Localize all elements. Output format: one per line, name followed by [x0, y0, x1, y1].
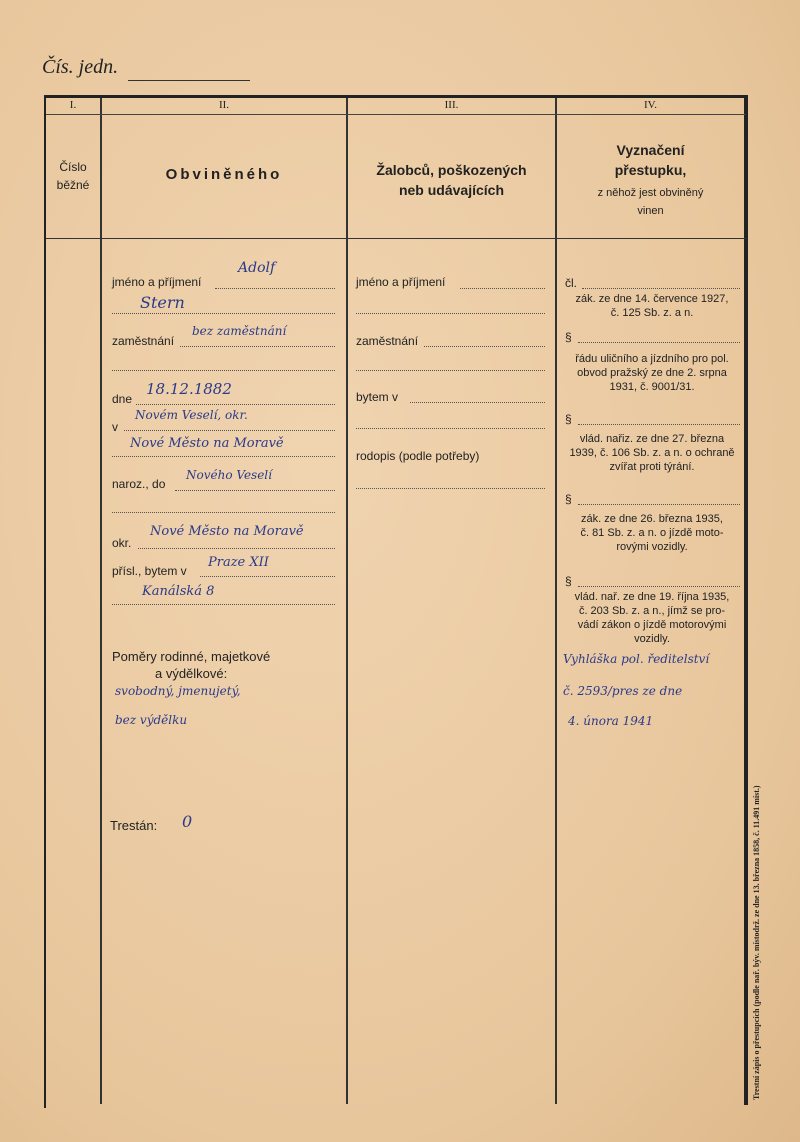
offense-hand-1: Vyhláška pol. ředitelství	[563, 652, 710, 666]
offense-cl-label: čl.	[565, 276, 577, 290]
accused-name-label: jméno a příjmení	[112, 275, 202, 289]
cis-jedn-label: Čís. jedn.	[42, 56, 119, 78]
offense-law-1	[562, 292, 742, 320]
offense-sect-3: §	[565, 412, 572, 426]
column-divider-2	[346, 98, 348, 1104]
offense-law-4	[562, 512, 742, 554]
offense-law-2-line-2: obvod pražský ze dne 2. srpna	[577, 367, 727, 379]
col3-header	[348, 160, 555, 200]
complainant-employment-dots	[424, 346, 545, 347]
roman-1: I.	[69, 99, 77, 111]
roman-2: II.	[218, 99, 230, 111]
accused-domicile-dots	[175, 490, 335, 491]
accused-birth-place-2: Nové Město na Moravě	[130, 436, 284, 451]
offense-sect-3-dots	[578, 424, 740, 425]
complainant-biography-label: rodopis (podle potřeby)	[356, 449, 480, 463]
accused-residence-label: přísl., bytem v	[112, 564, 187, 578]
side-print-note: Trestní zápis o přestupcích (podle nař. býv. místodrž. ze dne 13. března 1858, č. 11.491 míst.)	[752, 785, 761, 1100]
accused-name-dots	[215, 288, 335, 289]
offense-law-5-line-2: č. 203 Sb. z. a n., jímž se pro-	[578, 605, 726, 617]
accused-punished-label: Trestán:	[110, 818, 158, 833]
col3-title-2: neb udávajících	[398, 182, 505, 198]
column-divider-1	[100, 98, 102, 1104]
accused-place-dots-2	[112, 456, 335, 457]
roman-3: III.	[444, 99, 459, 111]
offense-sect-2: §	[565, 330, 572, 344]
complainant-name-dots	[460, 288, 545, 289]
accused-district-label: okr.	[112, 536, 132, 550]
complainant-name-label: jméno a příjmení	[356, 275, 446, 289]
col1-title-1: Číslo	[59, 160, 87, 174]
accused-in-label: v	[112, 420, 118, 434]
offense-law-1-line-2: č. 125 Sb. z. a n.	[610, 307, 694, 319]
offense-law-3-line-2: 1939, č. 106 Sb. z. a n. o ochraně	[569, 447, 735, 459]
offense-law-4-line-1: zák. ze dne 26. března 1935,	[581, 513, 723, 525]
accused-family-label-2: a výdělkové:	[154, 666, 228, 681]
col2-title: Obviněného	[165, 166, 283, 183]
accused-last-name: Stern	[140, 293, 185, 312]
offense-law-3-line-3: zvířat proti týrání.	[609, 461, 695, 473]
offense-hand-3: 4. února 1941	[568, 714, 654, 728]
roman-row-line	[46, 114, 746, 115]
offense-law-4-line-2: č. 81 Sb. z. a n. o jízdě moto-	[580, 527, 724, 539]
accused-street: Kanálská 8	[142, 584, 215, 599]
header-row-line	[46, 238, 746, 239]
accused-first-name: Adolf	[238, 260, 276, 276]
accused-family-label	[112, 648, 270, 682]
offense-sect-4: §	[565, 492, 572, 506]
accused-residence-dots	[200, 576, 335, 577]
col4-header	[557, 140, 744, 220]
accused-domicile-label: naroz., do	[112, 477, 166, 491]
accused-district-dots	[138, 548, 335, 549]
accused-punished: 0	[182, 812, 193, 831]
accused-employment-dots-2	[112, 370, 335, 371]
col3-title-1: Žalobců, poškozených	[376, 162, 527, 178]
complainant-employment-dots-2	[356, 370, 545, 371]
accused-employment: bez zaměstnání	[192, 324, 287, 338]
accused-birth-date: 18.12.1882	[146, 380, 232, 398]
accused-family-2: bez výdělku	[115, 713, 188, 727]
complainant-residence-dots	[410, 402, 545, 403]
col4-sub-1: z něhož jest obviněný	[597, 187, 704, 199]
offense-hand-2: č. 2593/pres ze dne	[563, 684, 683, 698]
accused-residence-dots-2	[112, 604, 335, 605]
offense-sect-5-dots	[578, 586, 740, 587]
col4-title-2: přestupku,	[614, 162, 687, 178]
accused-employment-dots	[180, 346, 335, 347]
offense-law-2-line-3: 1931, č. 9001/31.	[609, 381, 695, 393]
accused-family-1: svobodný, jmenujetý,	[115, 684, 241, 698]
col4-title-1: Vyznačení	[616, 142, 685, 158]
column-divider-3	[555, 98, 557, 1104]
offense-law-5	[562, 590, 742, 646]
complainant-residence-dots-2	[356, 428, 545, 429]
complainant-biography-dots	[356, 488, 545, 489]
col1-title-2: běžné	[56, 178, 90, 192]
accused-employment-label: zaměstnání	[112, 334, 175, 348]
accused-family-label-1: Poměry rodinné, majetkové	[112, 649, 271, 664]
offense-law-5-line-3: vádí zákon o jízdě motorovými	[577, 619, 727, 631]
offense-sect-2-dots	[578, 342, 740, 343]
accused-in-dots	[124, 430, 335, 431]
offense-law-5-line-1: vlád. nař. ze dne 19. října 1935,	[574, 591, 730, 603]
offense-law-1-line-1: zák. ze dne 14. července 1927,	[575, 293, 729, 305]
cis-jedn-line	[128, 80, 250, 81]
complainant-employment-label: zaměstnání	[356, 334, 419, 348]
accused-district: Nové Město na Moravě	[150, 524, 304, 539]
accused-domicile: Nového Veselí	[186, 468, 272, 482]
col4-sub-2: vinen	[637, 205, 664, 217]
table-frame-right	[744, 95, 748, 1105]
offense-law-3	[562, 432, 742, 474]
accused-domicile-dots-2	[112, 512, 335, 513]
accused-name-dots-2	[112, 313, 335, 314]
offense-law-3-line-1: vlád. nařiz. ze dne 27. března	[579, 433, 725, 445]
offense-law-2	[562, 352, 742, 394]
offense-sect-5: §	[565, 574, 572, 588]
offense-law-2-line-1: řádu uličního a jízdního pro pol.	[575, 353, 729, 365]
accused-date-dots	[136, 404, 335, 405]
complainant-residence-label: bytem v	[356, 390, 399, 404]
roman-4: IV.	[644, 99, 657, 111]
col1-header	[46, 158, 100, 194]
complainant-name-dots-2	[356, 313, 545, 314]
accused-residence: Praze XII	[208, 555, 269, 570]
offense-sect-4-dots	[578, 504, 740, 505]
offense-law-5-line-4: vozidly.	[634, 633, 670, 645]
accused-date-label: dne	[112, 392, 133, 406]
offense-cl-dots	[582, 288, 740, 289]
offense-law-4-line-3: rovými vozidly.	[616, 541, 688, 553]
accused-birth-place: Novém Veselí, okr.	[135, 408, 248, 422]
